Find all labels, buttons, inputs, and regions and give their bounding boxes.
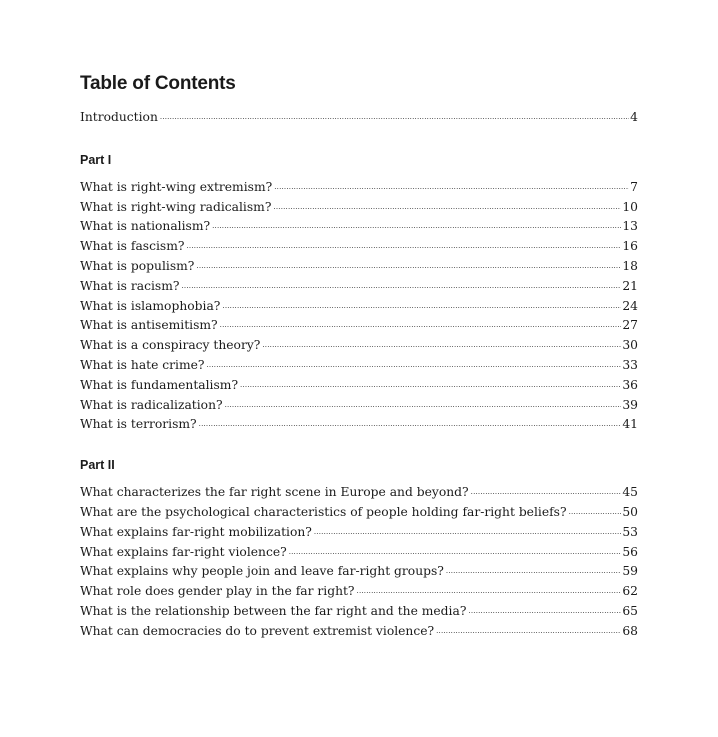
part-2-heading: Part II (80, 458, 115, 473)
toc-entry-label: What explains far-right violence? (80, 544, 287, 559)
toc-entry-page: 65 (622, 603, 638, 618)
toc-entry-page: 56 (622, 544, 638, 559)
toc-entry-page: 59 (622, 564, 638, 579)
dot-leader (240, 374, 621, 396)
dot-leader (186, 235, 621, 257)
toc-entry-label: What are the psychological characteristics of people holding far-right beliefs? (80, 504, 567, 519)
part-2-entries (80, 483, 638, 641)
toc-title: Table of Contents (80, 73, 236, 94)
dot-leader (314, 521, 621, 543)
toc-entry-page: 50 (622, 504, 638, 519)
part-1-entries (80, 178, 638, 435)
toc-entry-label: What is hate crime? (80, 357, 205, 372)
toc-entry-label: What is fundamentalism? (80, 377, 239, 392)
toc-entry-label: What is radicalization? (80, 397, 223, 412)
toc-entry-label: What can democracies do to prevent extremist violence? (80, 623, 435, 638)
dot-leader (225, 394, 622, 416)
toc-entry-label: Introduction (80, 110, 158, 124)
dot-leader (357, 580, 622, 602)
dot-leader (436, 620, 621, 642)
toc-entry-page: 41 (622, 417, 638, 432)
toc-entry-page: 13 (622, 219, 638, 234)
part-1-heading: Part I (80, 152, 112, 167)
dot-leader (262, 334, 621, 356)
toc-entry-page: 18 (622, 258, 638, 273)
toc-entry-page: 27 (622, 318, 638, 333)
toc-entry-label: What is fascism? (80, 239, 185, 254)
toc-entry-page: 62 (622, 584, 638, 599)
toc-entry-label: What is a conspiracy theory? (80, 338, 261, 353)
dot-leader (471, 481, 622, 503)
toc-entry-page: 16 (622, 239, 638, 254)
dot-leader (207, 354, 622, 376)
toc-entry-page: 68 (622, 623, 638, 638)
toc-entry[interactable] (80, 415, 638, 435)
dot-leader (196, 255, 621, 277)
toc-entry[interactable] (80, 483, 638, 503)
dot-leader (289, 541, 622, 563)
dot-leader (212, 215, 621, 237)
toc-entry-label: What is right-wing extremism? (80, 179, 273, 194)
toc-entry-label: What explains far-right mobilization? (80, 524, 312, 539)
toc-entry-page: 7 (630, 179, 638, 194)
dot-leader (199, 413, 622, 435)
dot-leader (182, 275, 622, 297)
toc-entry-label: What characterizes the far right scene in Europe and beyond? (80, 485, 469, 500)
toc-entry-label: What is islamophobia? (80, 298, 221, 313)
toc-entry-page: 21 (622, 278, 638, 293)
dot-leader (273, 196, 621, 218)
toc-page (80, 72, 638, 642)
toc-entry-page: 36 (622, 377, 638, 392)
dot-leader (160, 106, 629, 128)
toc-entry-label: What is antisemitism? (80, 318, 218, 333)
toc-entry-page: 24 (622, 298, 638, 313)
toc-entry-page: 33 (622, 357, 638, 372)
toc-entry-page: 39 (622, 397, 638, 412)
toc-entry-page: 53 (622, 524, 638, 539)
toc-entry-label: What is terrorism? (80, 417, 197, 432)
toc-entry-label: What role does gender play in the far right? (80, 584, 355, 599)
toc-entry-page: 4 (630, 110, 638, 124)
toc-entry-label: What is nationalism? (80, 219, 211, 234)
toc-entry-introduction[interactable] (80, 108, 638, 128)
dot-leader (220, 314, 622, 336)
toc-entry-label: What is the relationship between the far right and the media? (80, 603, 467, 618)
dot-leader (446, 560, 621, 582)
toc-entry-page: 30 (622, 338, 638, 353)
toc-entry-label: What is right-wing radicalism? (80, 199, 272, 214)
toc-entry-page: 10 (622, 199, 638, 214)
dot-leader (222, 295, 621, 317)
dot-leader (274, 176, 629, 198)
dot-leader (569, 501, 622, 523)
dot-leader (468, 600, 621, 622)
toc-entry-page: 45 (622, 485, 638, 500)
toc-entry-label: What explains why people join and leave far-right groups? (80, 564, 444, 579)
toc-entry-label: What is populism? (80, 258, 195, 273)
toc-entry[interactable] (80, 622, 638, 642)
toc-entry-label: What is racism? (80, 278, 180, 293)
